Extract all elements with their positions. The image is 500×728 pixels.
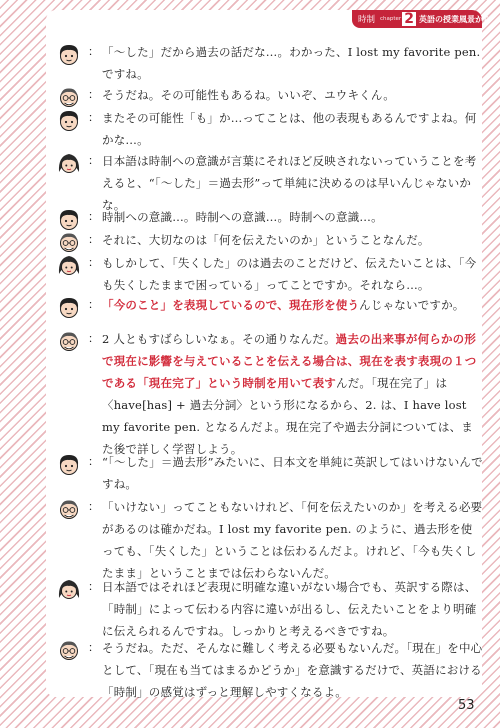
boy-avatar-icon xyxy=(56,107,82,133)
text-segment: んだ。「現在完了」は〈have[has] + 過去分詞〉という形になるから、2. は、I have lost my favorite pen. となるんだよ。現在完了や過去分詞については、また後で詳しく学習しよう。 xyxy=(102,376,473,456)
speaker-colon: ： xyxy=(88,154,99,167)
dialogue-text xyxy=(102,637,484,703)
speaker-colon: ： xyxy=(88,45,99,58)
speaker-colon: ： xyxy=(88,210,99,223)
speaker-colon: ： xyxy=(88,332,99,345)
text-segment: またその可能性「も」か…ってことは、他の表現もあるんですよね。何かな…。 xyxy=(102,111,477,147)
speaker-colon: ： xyxy=(88,298,99,311)
header-title: 英語の授業風景から xyxy=(418,14,491,24)
text-segment: それに、大切なのは「何を伝えたいのか」ということなんだ。 xyxy=(102,233,430,247)
text-segment: 「～した」だから過去の話だな…。わかった、I lost my favorite pen. ですね。 xyxy=(102,45,481,81)
teacher-avatar-icon xyxy=(56,637,82,663)
dialogue-text xyxy=(102,294,484,316)
speaker-colon: ： xyxy=(88,500,99,513)
text-segment: そうだね。その可能性もあるね。いいぞ、ユウキくん。 xyxy=(102,88,395,102)
dialogue-text xyxy=(102,252,484,296)
speaker-colon: ： xyxy=(88,455,99,468)
boy-avatar-icon xyxy=(56,294,82,320)
text-segment: 日本語ではそれほど表現に明確な違いがない場合でも、英訳する際は、「時制」によって伝わる内容に違いが出るし、伝えたいことをより明確に伝えられるんですね。しっかりと考えるべきですね。 xyxy=(102,580,477,638)
boy-avatar-icon xyxy=(56,41,82,67)
dialogue-text xyxy=(102,576,484,642)
header-chapter-label: chapter xyxy=(380,16,402,22)
text-segment: “「～した」＝過去形”みたいに、日本文を単純に英訳してはいけないんですね。 xyxy=(102,455,483,491)
text-segment: もしかして、「失くした」のは過去のことだけど、伝えたいことは、「今も失くしたままで困っている」ってことですか。それなら…。 xyxy=(102,256,477,292)
teacher-avatar-icon xyxy=(56,496,82,522)
text-segment: 「いけない」ってこともないけれど、「何を伝えたいのか」を考える必要があるのは確かだね。I lost my favorite pen. のように、過去形を使っても、「失くした」ということは伝わるんだよ。けれど、「今も失くしたまま」ということまでは伝わらないんだ。 xyxy=(102,500,483,580)
dialogue-text xyxy=(102,84,484,106)
speaker-colon: ： xyxy=(88,233,99,246)
chapter-header xyxy=(352,10,491,28)
header-chapter-number: 2 xyxy=(404,11,414,27)
highlighted-text: 過去の出来事が何らかの形で現在に影響を与えていることを伝える場合は、現在を表す表現の１つである「現在完了」という時制を用いて表す xyxy=(102,332,477,390)
teacher-avatar-icon xyxy=(56,328,82,354)
dialogue-text xyxy=(102,496,484,584)
speaker-colon: ： xyxy=(88,88,99,101)
speaker-colon: ： xyxy=(88,580,99,593)
dialogue-text xyxy=(102,206,484,228)
text-segment: 2 人ともすばらしいなぁ。その通りなんだ。 xyxy=(102,332,336,346)
girl-avatar-icon xyxy=(56,150,82,176)
girl-avatar-icon xyxy=(56,576,82,602)
text-segment: んじゃないですか。 xyxy=(359,298,465,312)
page-number: 53 xyxy=(458,698,475,713)
header-section: 時制 xyxy=(358,15,376,25)
dialogue-text xyxy=(102,229,484,251)
girl-avatar-icon xyxy=(56,252,82,278)
dialogue-text xyxy=(102,328,484,460)
dialogue-text xyxy=(102,451,484,495)
speaker-colon: ： xyxy=(88,256,99,269)
text-segment: 時制への意識…。時制への意識…。時制への意識…。 xyxy=(102,210,383,224)
text-segment: 日本語は時制への意識が言葉にそれほど反映されないっていうことを考えると、“「～した」＝過去形”って単純に決めるのは早いんじゃないかな。 xyxy=(102,154,477,212)
dialogue-text xyxy=(102,107,484,151)
highlighted-text: 「今のこと」を表現しているので、現在形を使う xyxy=(102,298,360,312)
boy-avatar-icon xyxy=(56,451,82,477)
speaker-colon: ： xyxy=(88,111,99,124)
dialogue-text xyxy=(102,41,484,85)
speaker-colon: ： xyxy=(88,641,99,654)
text-segment: そうだね。ただ、そんなに難しく考える必要もないんだ。「現在」を中心として、「現在も当てはまるかどうか」を意識するだけで、英語における「時制」の感覚はずっと理解しやすくなるよ。 xyxy=(102,641,483,699)
